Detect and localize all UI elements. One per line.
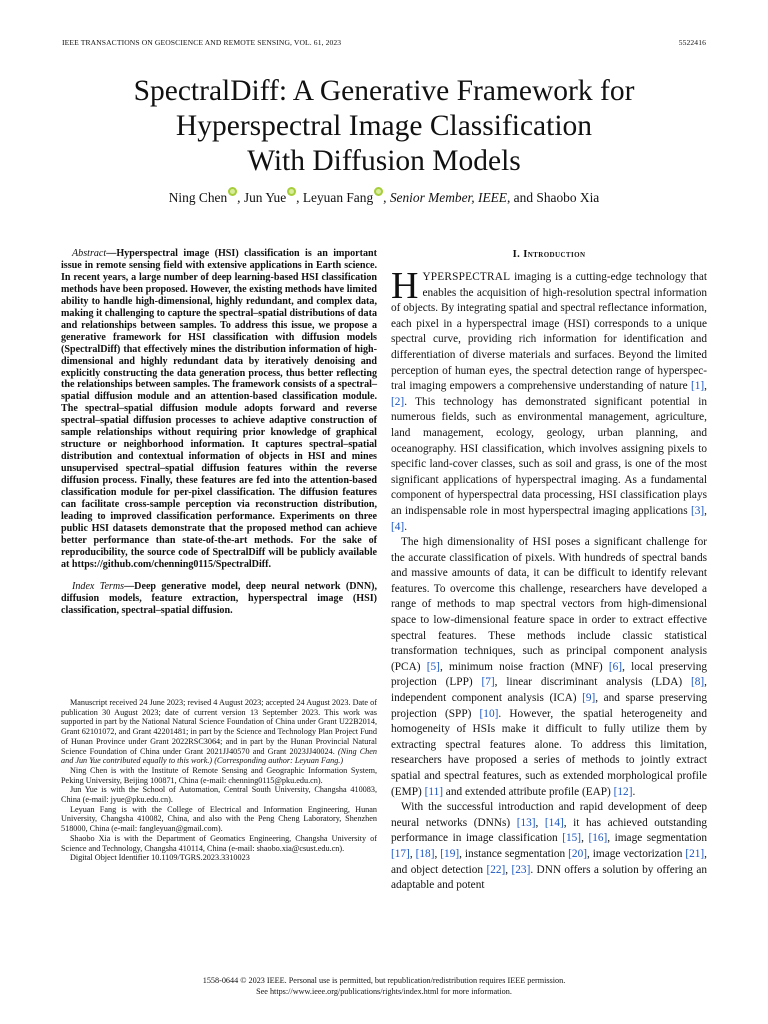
- right-column: [391, 248, 707, 894]
- index-terms-label: Index Terms: [72, 580, 125, 592]
- footnote-doi[interactable]: Digital Object Identifier 10.1109/TGRS.2023.3310023: [70, 853, 250, 863]
- body-text: , instance segmentation: [459, 847, 569, 860]
- citation-link[interactable]: [10]: [479, 707, 499, 720]
- index-terms-text: Deep generative model, deep neural network (DNN), diffusion models, feature extraction, hyperspectral image (HSI) classification, spectral–spatial diffusion.: [61, 580, 377, 616]
- journal-name: IEEE TRANSACTIONS ON GEOSCIENCE AND REMOTE SENSING, VOL. 61, 2023: [62, 38, 342, 47]
- running-head: [62, 38, 706, 50]
- citation-link[interactable]: [12]: [613, 785, 633, 798]
- citation-link[interactable]: [17]: [391, 847, 410, 860]
- abstract-label: Abstract: [72, 248, 107, 259]
- lead-caps: YPERSPECTRAL: [422, 271, 511, 283]
- body-text: , linear discriminant analysis (LDA): [494, 676, 691, 689]
- citation-link[interactable]: [1]: [690, 380, 705, 393]
- separator: ,: [704, 380, 707, 393]
- body-text: , minimum noise fraction (MNF): [439, 660, 609, 673]
- body-text: , image vectorization: [586, 847, 686, 860]
- separator: ,: [581, 832, 589, 845]
- citation-link[interactable]: [4]: [391, 520, 405, 533]
- body-text: , it has achieved outstanding performance in image classification: [391, 816, 707, 845]
- title-line: Hyperspectral Image Classification: [175, 110, 593, 142]
- citation-link[interactable]: [8]: [690, 676, 705, 689]
- abstract-dash: —: [106, 248, 117, 259]
- body-text: . This technology has demonstrated significant potential in numerous fields, such as environmental management, agriculture, land management, ecology, geology, urban planning, and oceanography. HSI classification, which involves assigning pixels to specific land-cover classes, such as soil and grass, is one of the most significant applications of hyperspectral imaging. As a fundamental component of hyperspectral data processing, HSI classification plays an indispensable role in most hyperspectral imaging applications: [391, 395, 707, 517]
- citation-link[interactable]: [19]: [440, 847, 460, 860]
- body-text: , and object detection: [391, 847, 707, 876]
- intro-paragraph: [391, 800, 707, 894]
- index-terms: [61, 581, 377, 617]
- citation-link[interactable]: [7]: [481, 676, 495, 689]
- footnotes: [61, 698, 377, 863]
- body-text: The high dimensionality of HSI poses a significant challenge for the accurate classification of pixels. With hundreds of spectral bands and massive amounts of data, it can be difficult to identify relevant features. To overcome this challenge, researchers have developed a range of methods to map spectral vectors from high-dimensional space to low-dimensional feature space in order to extract effective spectral features. These methods include classic statistical transformation techniques, such as principal component analysis (PCA): [391, 536, 707, 673]
- manuscript-note-italic: (Ning Chen and Jun Yue contributed equally to this work.) (Corresponding author: Leyuan Fang.): [61, 746, 377, 766]
- section-title: Introduction: [523, 249, 586, 260]
- body-text: and extended attribute profile (EAP): [442, 785, 614, 798]
- author-role: Senior Member, IEEE: [389, 190, 507, 205]
- left-column: [61, 248, 377, 617]
- copyright-line: 1558-0644 © 2023 IEEE. Personal use is permitted, but republication/redistribution requires IEEE permission.: [202, 976, 566, 985]
- citation-link[interactable]: [20]: [568, 847, 587, 860]
- footnote-affiliation: Ning Chen is with the Institute of Remote Sensing and Geographic Information System, Peking University, Beijing 100871, China (e-mail: chenning0115@pku.edu.cn).: [61, 765, 377, 785]
- author-list: [60, 187, 708, 206]
- footnote-affiliation: Jun Yue is with the School of Automation, Central South University, Changsha 410083, China (e-mail: jyue@pku.edu.cn).: [61, 785, 377, 805]
- orcid-icon[interactable]: [287, 187, 296, 196]
- author-separator: ,: [237, 190, 244, 205]
- citation-link[interactable]: [2]: [391, 395, 405, 408]
- footnote-manuscript: [61, 698, 377, 766]
- footnote-affiliation: Leyuan Fang is with the College of Electrical and Information Engineering, Hunan University, Changsha 410082, China, and also with the Peng Cheng Laboratory, Shenzhen 518000, China (e-mail: fangleyuan@gmail.com).: [61, 804, 377, 834]
- section-number: I.: [512, 249, 521, 260]
- citation-link[interactable]: [11]: [424, 785, 443, 798]
- body-text: . DNN offers a solution by offering an adaptable and potent: [391, 863, 707, 892]
- citation-link[interactable]: [16]: [588, 832, 608, 845]
- section-heading: [391, 248, 707, 261]
- citation-link[interactable]: [22]: [486, 863, 506, 876]
- body-text: , image segmentation: [607, 832, 708, 845]
- author-name: Jun Yue: [243, 190, 287, 205]
- citation-link[interactable]: [15]: [562, 832, 582, 845]
- abstract-text: Hyperspectral image (HSI) classification is an important issue in remote sensing field with extensive applications in Earth science. In recent years, a large number of deep learning-based HSI classification methods have been proposed. However, the existing methods have limited ability to handle high-dimensional, highly redundant, and complex data, making it challenging to capture the spectral–spatial distributions of data and relationships between samples. To address this issue, we propose a generative framework for HSI classification with diffusion models (SpectralDiff) that effectively mines the distribution information of high-dimensional and highly redundant data by iteratively denoising and explicitly constructing the data generation process, thus better reflecting the relationships between samples. The framework consists of a spectral–spatial diffusion module and an attention-based classification module. The spectral–spatial diffusion module adopts forward and reverse spectral–spatial diffusion processes to achieve adaptive construction of sample relationships without requiring prior knowledge of graphical structure or neighborhood information. It captures spectral–spatial distribution and contextual information of objects in HSI and mines unsupervised spectral–spatial diffusion features within the reverse diffusion process. Finally, these features are fed into the attention-based classification module for per-pixel classification. The diffusion features can facilitate cross-sample perception via reconstruction distribution, leading to improved classification performance. Experiments on three public HSI datasets demonstrate that the proposed method can achieve better performance than state-of-the-art methods. For the sake of reproducibility, the source code of SpectralDiff will be publicly available at https://github.com/chenning0115/SpectralDiff.: [61, 248, 377, 570]
- citation-link[interactable]: [6]: [608, 660, 623, 673]
- author-name: Ning Chen: [168, 190, 228, 205]
- author-separator: ,: [383, 190, 390, 205]
- body-text: . However, the spatial heterogeneity and homogeneity of HSIs make it difficult to fully utilize them by extracting spectral features alone. To address this limitation, researchers have proposed a series of methods to jointly extract spatial and spectral features, such as extended morphological profile (EMP): [391, 707, 707, 798]
- author-name: Shaobo Xia: [536, 190, 600, 205]
- drop-cap: H: [391, 265, 419, 307]
- author-separator: , and: [506, 190, 537, 205]
- separator: ,: [505, 863, 512, 876]
- separator: ,: [434, 847, 441, 860]
- body-text: .: [632, 785, 636, 798]
- body-text: With the successful introduction and rapid development of deep neural networks (DNNs): [391, 801, 707, 829]
- copyright-footer: [60, 976, 708, 997]
- citation-link[interactable]: [23]: [511, 863, 531, 876]
- body-text: imaging is a cutting-edge technology that enables the acquisition of high-resolution spectral information of objects. By integrating spatial and spectral reflectance information, each pixel in a hyperspectral image (HSI) corresponds to a unique spectral curve, providing rich information for identification and differentiation of diverse materials and surfaces. Beyond the limited perception of human eyes, the spectral detection range of hyperspectral imaging empowers a comprehensive understanding of nature: [391, 271, 707, 393]
- abstract: [61, 248, 377, 571]
- body-text: , and sparse preserving projection (SPP): [391, 692, 707, 720]
- orcid-icon[interactable]: [374, 187, 383, 196]
- body-text: .: [404, 520, 408, 533]
- separator: ,: [409, 847, 416, 860]
- separator: ,: [704, 504, 707, 517]
- citation-link[interactable]: [3]: [690, 504, 705, 517]
- intro-paragraph: [391, 535, 707, 800]
- orcid-icon[interactable]: [228, 187, 237, 196]
- article-number: 5522416: [678, 38, 706, 47]
- separator: ,: [535, 816, 545, 829]
- citation-link[interactable]: [13]: [516, 816, 536, 829]
- manuscript-note: Manuscript received 24 June 2023; revised 4 August 2023; accepted 24 August 2023. Date of publication 30 August 2023; date of current version 13 September 2023. This work was supported in part by the National Natural Science Foundation of China under Grant U22B2014, Grant 62101072, and Grant 42201481; in part by the Science and Technology Plan Project Fund of Hunan Province under Grant 2022RSC3064; and in part by the Hunan Provincial Natural Science Foundation of China under Grant 2021JJ40570 and Grant 2023JJ40024.: [61, 698, 377, 756]
- author-separator: ,: [296, 190, 303, 205]
- title-line: SpectralDiff: A Generative Framework for: [133, 75, 635, 107]
- intro-paragraph: [391, 265, 707, 535]
- body-text: , independent component analysis (ICA): [391, 676, 707, 705]
- citation-link[interactable]: [14]: [544, 816, 564, 829]
- citation-link[interactable]: [9]: [582, 692, 596, 705]
- citation-link[interactable]: [5]: [426, 660, 440, 673]
- index-terms-dash: —: [124, 580, 135, 592]
- paper-title: [60, 74, 708, 179]
- footnote-affiliation: Shaobo Xia is with the Department of Geomatics Engineering, Changsha University of Science and Technology, Changsha 410114, China (e-mail: shaobo.xia@csust.edu.cn).: [61, 833, 377, 853]
- citation-link[interactable]: [21]: [685, 847, 705, 860]
- body-text: , local preserving projection (LPP): [391, 660, 707, 689]
- author-name: Leyuan Fang: [302, 190, 374, 205]
- rights-link[interactable]: See https://www.ieee.org/publications/rights/index.html for more information.: [256, 986, 512, 996]
- title-line: With Diffusion Models: [247, 145, 521, 177]
- citation-link[interactable]: [18]: [415, 847, 435, 860]
